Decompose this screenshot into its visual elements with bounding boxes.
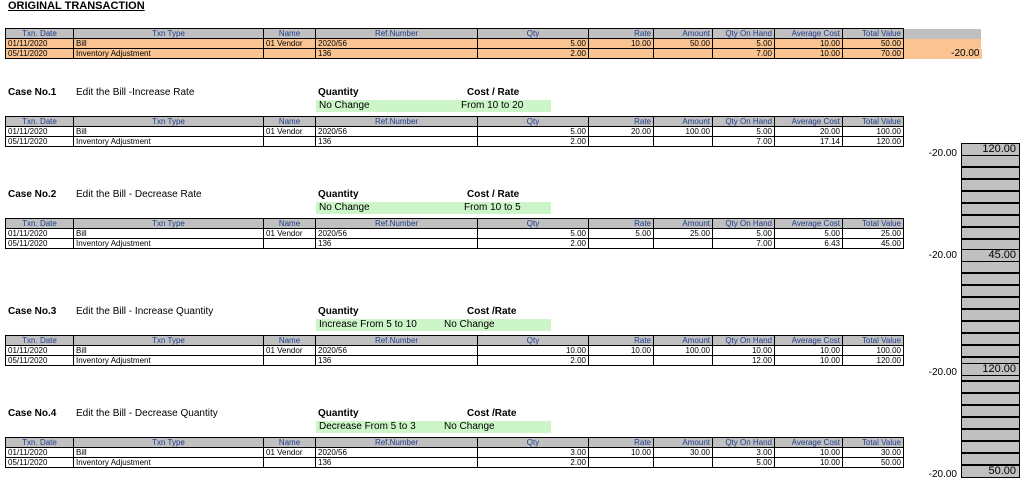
side-cell <box>961 167 1020 179</box>
table-row <box>6 448 904 458</box>
quantity-heading: Quantity <box>318 189 359 200</box>
cell-rate: 10.00 <box>589 346 654 356</box>
cell-name: 01 Vendor <box>264 346 316 356</box>
cell-type: Bill <box>74 346 264 356</box>
cell-total-value: 120.00 <box>843 356 904 366</box>
cell-type: Bill <box>74 39 264 49</box>
col-name: Name <box>264 117 316 127</box>
cell-type: Inventory Adjustment <box>74 49 264 59</box>
col-txn-type: Txn Type <box>74 219 264 229</box>
cell-total-value: 50.00 <box>843 458 904 468</box>
col-txn-date: Txn. Date <box>6 117 74 127</box>
cell-name: 01 Vendor <box>264 229 316 239</box>
cell-rate: 10.00 <box>589 39 654 49</box>
cell-qty: 3.00 <box>478 448 589 458</box>
cell-ref: 136 <box>316 356 478 366</box>
cell-average-cost: 20.00 <box>775 127 843 137</box>
cell-name: 01 Vendor <box>264 448 316 458</box>
cell-qty: 5.00 <box>478 39 589 49</box>
cell-qty-on-hand: 7.00 <box>713 239 775 249</box>
cell-rate: 20.00 <box>589 127 654 137</box>
cell-average-cost: 6.43 <box>775 239 843 249</box>
quantity-heading: Quantity <box>318 87 359 98</box>
cell-name: 01 Vendor <box>264 127 316 137</box>
col-qty: Qty <box>478 219 589 229</box>
col-qty: Qty <box>478 117 589 127</box>
cell-name <box>264 49 316 59</box>
side-cell <box>961 309 1020 321</box>
cost-change: No Change <box>444 421 495 432</box>
cell-qty-on-hand: 7.00 <box>713 49 775 59</box>
col-total-value: Total Value <box>843 336 904 346</box>
col-qty-on-hand: Qty On Hand <box>713 336 775 346</box>
col-average-cost: Average Cost <box>775 29 843 39</box>
header-row <box>6 29 982 39</box>
side-cell <box>961 297 1020 309</box>
cell-date: 05/11/2020 <box>6 137 74 147</box>
cell-type: Inventory Adjustment <box>74 458 264 468</box>
col-average-cost: Average Cost <box>775 117 843 127</box>
cell-average-cost: 10.00 <box>775 458 843 468</box>
side-total: 50.00 <box>961 465 1020 478</box>
cell-total-value: 45.00 <box>843 239 904 249</box>
case-table <box>5 116 904 147</box>
side-cell <box>961 261 1020 273</box>
cell-date: 01/11/2020 <box>6 448 74 458</box>
case-description: Edit the Bill - Decrease Rate <box>76 189 202 200</box>
cell-qty: 2.00 <box>478 356 589 366</box>
cost-change: No Change <box>444 319 495 330</box>
side-cell <box>961 417 1020 429</box>
cell-qty: 2.00 <box>478 49 589 59</box>
cell-qty-on-hand: 5.00 <box>713 127 775 137</box>
cell-rate: 5.00 <box>589 229 654 239</box>
cell-average-cost: 10.00 <box>775 39 843 49</box>
cell-average-cost: 10.00 <box>775 346 843 356</box>
cell-name: 01 Vendor <box>264 39 316 49</box>
case-description: Edit the Bill - Decrease Quantity <box>76 408 218 419</box>
cell-date: 05/11/2020 <box>6 356 74 366</box>
cell-type: Bill <box>74 448 264 458</box>
cell-qty: 10.00 <box>478 346 589 356</box>
case-table <box>5 437 904 468</box>
case-label: Case No.4 <box>8 408 57 419</box>
table-row <box>6 229 904 239</box>
cell-total-value: 70.00 <box>843 49 904 59</box>
cell-rate: 10.00 <box>589 448 654 458</box>
side-cell <box>961 321 1020 333</box>
table-row <box>6 239 904 249</box>
cell-total-value: 100.00 <box>843 127 904 137</box>
cell-total-value: 25.00 <box>843 229 904 239</box>
header-row <box>6 219 904 229</box>
cell-ref: 2020/56 <box>316 448 478 458</box>
cell-type: Bill <box>74 229 264 239</box>
col-average-cost: Average Cost <box>775 438 843 448</box>
cell-rate <box>589 49 654 59</box>
col-txn-date: Txn. Date <box>6 336 74 346</box>
cell-rate <box>589 239 654 249</box>
cell-amount: 25.00 <box>654 229 713 239</box>
quantity-change: No Change <box>319 100 370 111</box>
change-summary-bar <box>316 100 551 112</box>
cell-rate <box>589 458 654 468</box>
side-total: 45.00 <box>961 249 1020 262</box>
quantity-change: Decrease From 5 to 3 <box>319 421 416 432</box>
col-name: Name <box>264 219 316 229</box>
col-txn-date: Txn. Date <box>6 219 74 229</box>
cell-date: 01/11/2020 <box>6 127 74 137</box>
cost-rate-heading: Cost /Rate <box>467 306 517 317</box>
change-summary-bar <box>316 319 551 331</box>
change-summary-bar <box>316 202 551 214</box>
col-rate: Rate <box>589 117 654 127</box>
cell-qty: 2.00 <box>478 458 589 468</box>
cell-amount: 50.00 <box>654 39 713 49</box>
col-txn-date: Txn. Date <box>6 438 74 448</box>
cost-rate-heading: Cost / Rate <box>467 189 520 200</box>
orange-fill <box>904 39 982 49</box>
side-total: 120.00 <box>961 143 1020 156</box>
cell-date: 05/11/2020 <box>6 239 74 249</box>
cell-type: Inventory Adjustment <box>74 137 264 147</box>
cell-qty: 2.00 <box>478 239 589 249</box>
cell-amount <box>654 239 713 249</box>
cost-rate-heading: Cost / Rate <box>467 87 520 98</box>
cell-average-cost: 10.00 <box>775 49 843 59</box>
cell-type: Bill <box>74 127 264 137</box>
col-qty: Qty <box>478 336 589 346</box>
cell-ref: 136 <box>316 239 478 249</box>
cell-ref: 2020/56 <box>316 127 478 137</box>
col-average-cost: Average Cost <box>775 336 843 346</box>
col-rate: Rate <box>589 336 654 346</box>
side-cell <box>961 453 1020 465</box>
cell-date: 01/11/2020 <box>6 229 74 239</box>
side-cell <box>961 441 1020 453</box>
col-qty: Qty <box>478 29 589 39</box>
side-cell <box>961 203 1020 215</box>
cell-total-value: 100.00 <box>843 346 904 356</box>
header-row <box>6 117 904 127</box>
cell-ref: 136 <box>316 49 478 59</box>
col-rate: Rate <box>589 29 654 39</box>
original-transaction-table <box>5 28 982 59</box>
table-row <box>6 137 904 147</box>
side-cell <box>961 429 1020 441</box>
cell-qty-on-hand: 10.00 <box>713 346 775 356</box>
case-side-value: -20.00 <box>928 469 957 480</box>
header-row <box>6 336 904 346</box>
case-description: Edit the Bill - Increase Quantity <box>76 306 214 317</box>
cell-ref: 2020/56 <box>316 229 478 239</box>
cell-rate <box>589 356 654 366</box>
cell-qty-on-hand: 3.00 <box>713 448 775 458</box>
col-name: Name <box>264 29 316 39</box>
table-row <box>6 458 904 468</box>
side-cell <box>961 405 1020 417</box>
col-ref-number: Ref.Number <box>316 219 478 229</box>
col-qty-on-hand: Qty On Hand <box>713 219 775 229</box>
cost-change: From 10 to 20 <box>461 100 524 111</box>
case-side-value: -20.00 <box>928 250 957 261</box>
cell-amount <box>654 49 713 59</box>
cell-amount <box>654 356 713 366</box>
cell-amount: 30.00 <box>654 448 713 458</box>
cell-amount: 100.00 <box>654 346 713 356</box>
cost-rate-heading: Cost /Rate <box>467 408 517 419</box>
col-total-value: Total Value <box>843 219 904 229</box>
side-cell <box>961 227 1020 239</box>
col-amount: Amount <box>654 117 713 127</box>
cell-average-cost: 10.00 <box>775 356 843 366</box>
quantity-heading: Quantity <box>318 408 359 419</box>
cell-date: 01/11/2020 <box>6 346 74 356</box>
side-total: 120.00 <box>961 363 1020 376</box>
side-cell <box>961 273 1020 285</box>
col-amount: Amount <box>654 438 713 448</box>
quantity-heading: Quantity <box>318 306 359 317</box>
cell-type: Inventory Adjustment <box>74 239 264 249</box>
case-side-value: -20.00 <box>928 148 957 159</box>
cell-qty: 2.00 <box>478 137 589 147</box>
col-ref-number: Ref.Number <box>316 336 478 346</box>
cell-average-cost: 17.14 <box>775 137 843 147</box>
cell-rate <box>589 137 654 147</box>
case-label: Case No.1 <box>8 87 57 98</box>
case-side-value: -20.00 <box>928 367 957 378</box>
col-qty-on-hand: Qty On Hand <box>713 438 775 448</box>
side-cell <box>961 333 1020 345</box>
case-label: Case No.3 <box>8 306 57 317</box>
quantity-change: Increase From 5 to 10 <box>319 319 417 330</box>
col-average-cost: Average Cost <box>775 219 843 229</box>
cell-date: 05/11/2020 <box>6 49 74 59</box>
cell-amount <box>654 458 713 468</box>
side-cell <box>961 381 1020 393</box>
case-table <box>5 218 904 249</box>
side-cell <box>961 215 1020 227</box>
col-ref-number: Ref.Number <box>316 29 478 39</box>
cost-change: From 10 to 5 <box>464 202 521 213</box>
cell-average-cost: 10.00 <box>775 448 843 458</box>
col-amount: Amount <box>654 219 713 229</box>
page-title: ORIGINAL TRANSACTION <box>8 0 145 12</box>
table-row <box>6 39 982 49</box>
cell-date: 05/11/2020 <box>6 458 74 468</box>
col-name: Name <box>264 438 316 448</box>
col-amount: Amount <box>654 29 713 39</box>
table-row <box>6 127 904 137</box>
cell-amount: 100.00 <box>654 127 713 137</box>
side-cell <box>961 179 1020 191</box>
orange-fill <box>904 29 982 39</box>
col-qty: Qty <box>478 438 589 448</box>
cell-total-value: 30.00 <box>843 448 904 458</box>
cell-qty-on-hand: 12.00 <box>713 356 775 366</box>
col-name: Name <box>264 336 316 346</box>
cell-name <box>264 137 316 147</box>
col-total-value: Total Value <box>843 117 904 127</box>
cell-qty-on-hand: 5.00 <box>713 229 775 239</box>
cell-ref: 136 <box>316 137 478 147</box>
original-side-value: -20.00 <box>904 49 982 59</box>
case-table <box>5 335 904 366</box>
cell-amount <box>654 137 713 147</box>
col-qty-on-hand: Qty On Hand <box>713 117 775 127</box>
case-label: Case No.2 <box>8 189 57 200</box>
col-total-value: Total Value <box>843 438 904 448</box>
side-cell <box>961 345 1020 357</box>
col-rate: Rate <box>589 219 654 229</box>
cell-name <box>264 356 316 366</box>
col-amount: Amount <box>654 336 713 346</box>
cell-ref: 136 <box>316 458 478 468</box>
col-txn-type: Txn Type <box>74 438 264 448</box>
quantity-change: No Change <box>319 202 370 213</box>
col-total-value: Total Value <box>843 29 904 39</box>
table-row <box>6 49 982 59</box>
col-qty-on-hand: Qty On Hand <box>713 29 775 39</box>
cell-name <box>264 239 316 249</box>
col-txn-type: Txn Type <box>74 117 264 127</box>
side-cell <box>961 393 1020 405</box>
cell-name <box>264 458 316 468</box>
cell-total-value: 50.00 <box>843 39 904 49</box>
col-txn-type: Txn Type <box>74 336 264 346</box>
header-row <box>6 438 904 448</box>
col-txn-date: Txn. Date <box>6 29 74 39</box>
col-txn-type: Txn Type <box>74 29 264 39</box>
side-cell <box>961 155 1020 167</box>
col-ref-number: Ref.Number <box>316 117 478 127</box>
side-cell <box>961 191 1020 203</box>
cell-total-value: 120.00 <box>843 137 904 147</box>
table-row <box>6 356 904 366</box>
cell-ref: 2020/56 <box>316 346 478 356</box>
case-description: Edit the Bill -Increase Rate <box>76 87 195 98</box>
cell-ref: 2020/56 <box>316 39 478 49</box>
side-cell <box>961 285 1020 297</box>
table-row <box>6 346 904 356</box>
cell-qty: 5.00 <box>478 127 589 137</box>
cell-average-cost: 5.00 <box>775 229 843 239</box>
cell-qty-on-hand: 5.00 <box>713 39 775 49</box>
cell-date: 01/11/2020 <box>6 39 74 49</box>
col-ref-number: Ref.Number <box>316 438 478 448</box>
cell-qty: 5.00 <box>478 229 589 239</box>
change-summary-bar <box>316 421 551 433</box>
col-rate: Rate <box>589 438 654 448</box>
cell-qty-on-hand: 5.00 <box>713 458 775 468</box>
cell-qty-on-hand: 7.00 <box>713 137 775 147</box>
cell-type: Inventory Adjustment <box>74 356 264 366</box>
